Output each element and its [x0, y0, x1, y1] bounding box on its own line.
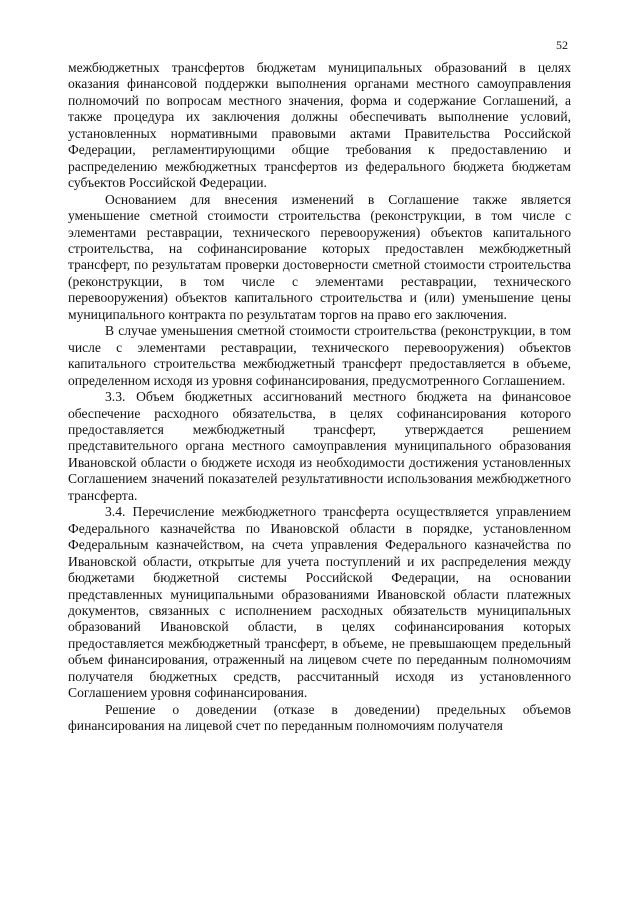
- paragraph-continuation: межбюджетных трансфертов бюджетам муниципальных образований в целях оказания финансовой поддержки выполнения органами местного самоуправления полномочий по вопросам местного значения, форма и содержание Соглашений, а также процедура их заключения должны обеспечивать выполнение условий, установленных нормативными правовыми актами Правительства Российской Федерации, регламентирующими общие требования к предоставлению и распределению межбюджетных трансфертов из федерального бюджета бюджетам субъектов Российской Федерации.: [68, 60, 571, 191]
- document-body: [68, 60, 571, 735]
- paragraph-cost-reduction: В случае уменьшения сметной стоимости строительства (реконструкции, в том числе с элементами реставрации, технического перевооружения) объектов капитального строительства межбюджетный трансферт предоставляется в объеме, определенном исходя из уровня софинансирования, предусмотренного Соглашением.: [68, 323, 571, 388]
- page-number: 52: [556, 38, 568, 52]
- paragraph-decision: Решение о доведении (отказе в доведении) предельных объемов финансирования на лицевой счет по переданным полномочиям получателя: [68, 701, 571, 734]
- paragraph-3-4: 3.4. Перечисление межбюджетного трансферта осуществляется управлением Федерального казначейства по Ивановской области в порядке, установленном Федеральным казначейством, на счета управления Федерального казначейства по Ивановской области, открытые для учета поступлений и их распределения между бюджетами бюджетной системы Российской Федерации, на основании представленных муниципальными образованиями Ивановской области платежных документов, связанных с исполнением расходных обязательств муниципальных образований Ивановской области, в целях софинансирования которых предоставляется межбюджетный трансферт, в объеме, не превышающем предельный объем финансирования, отраженный на лицевом счете по переданным полномочиям получателя бюджетных средств, рассчитанный исходя из установленного Соглашением уровня софинансирования.: [68, 504, 571, 701]
- paragraph-grounds-for-changes: Основанием для внесения изменений в Соглашение также является уменьшение сметной стоимости строительства (реконструкции, в том числе с элементами реставрации, технического перевооружения) объектов капитального строительства, на софинансирование которых предоставлен межбюджетный трансферт, по результатам проверки достоверности сметной стоимости строительства (реконструкции, в том числе с элементами реставрации, технического перевооружения) объектов капитального строительства и (или) уменьшение цены муниципального контракта по результатам торгов на право его заключения.: [68, 191, 571, 322]
- paragraph-3-3: 3.3. Объем бюджетных ассигнований местного бюджета на финансовое обеспечение расходного обязательства, в целях софинансирования которого предоставляется межбюджетный трансферт, утверждается решением представительного органа местного самоуправления муниципального образования Ивановской области о бюджете исходя из необходимости достижения установленных Соглашением значений показателей результативности использования межбюджетного трансферта.: [68, 389, 571, 503]
